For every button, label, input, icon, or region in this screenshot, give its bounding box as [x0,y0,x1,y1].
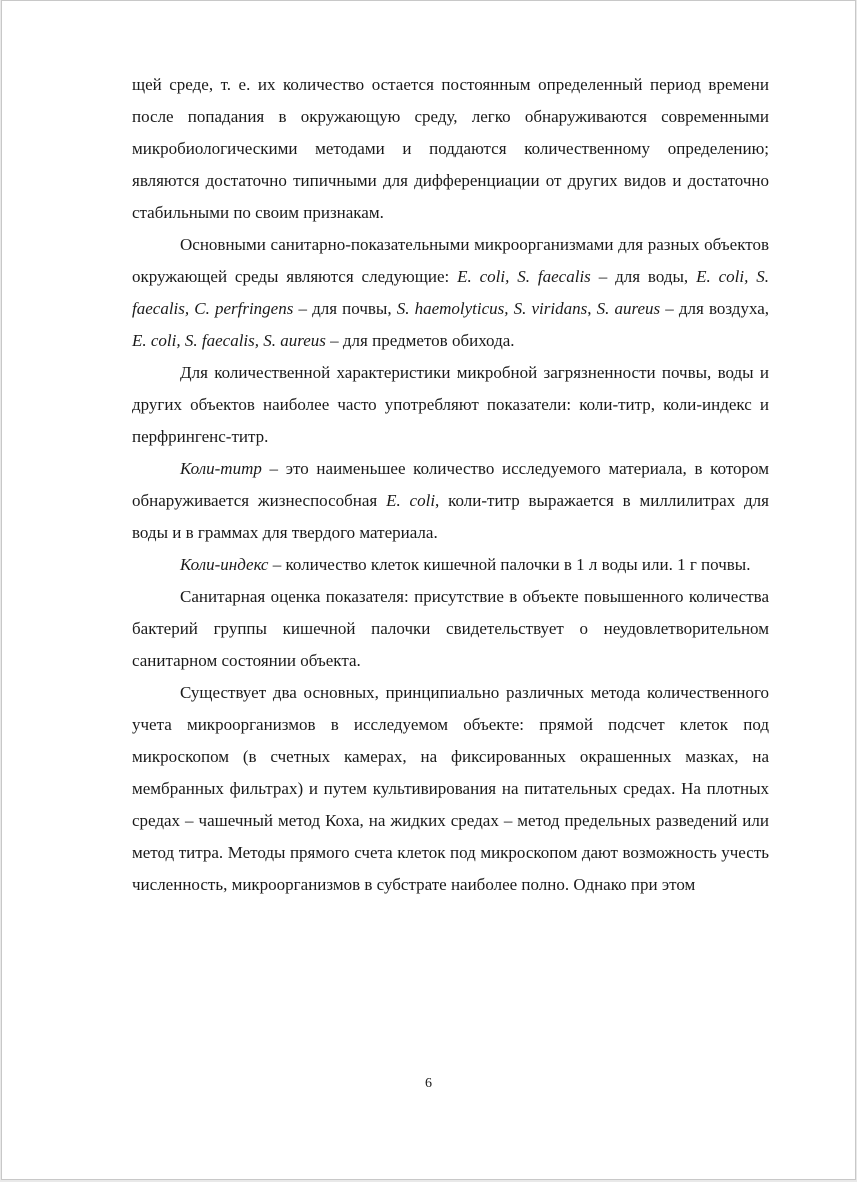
text-run: , [587,299,597,318]
text-run: – для почвы, [293,299,397,318]
page-number: 6 [425,1076,432,1091]
text-run: – это наименьшее количество исследуемого материала, в котором обнаруживается жизнеспособная [132,459,769,510]
italic-term: E. coli, S. faecalis, C. perfringens [132,267,769,318]
text-run: Для количественной характеристики микробной загрязненности почвы, воды и других объектов наиболее часто употребляют показатели: коли-титр, коли-индекс и перфрингенс-титр. [132,363,769,446]
document-body [132,69,769,901]
italic-term: E. coli, S. faecalis, S. aureus [132,331,326,350]
text-run: – количество клеток кишечной палочки в 1 л воды или. 1 г почвы. [268,555,751,574]
italic-term: E. coli, S. faecalis [457,267,591,286]
paragraph [132,357,769,453]
document-page [1,0,856,1180]
paragraph [132,453,769,549]
paragraph [132,677,769,901]
text-run: – для предметов обихода. [325,331,515,350]
text-run: – для воздуха, [660,299,770,318]
text-run: – для воды, [590,267,697,286]
text-run: щей среде, т. е. их количество остается постоянным определенный период времени после попадания в окружающую среду, легко обнаруживаются современными микробиологическими методами и поддаются количественному определению; являются достаточно типичными для дифференциации от других видов и достаточно стабильными по своим признакам. [132,75,769,222]
paragraph [132,549,769,581]
paragraph [132,581,769,677]
italic-term: Коли-индекс [180,555,269,574]
italic-term: Коли-титр [180,459,262,478]
text-run: Санитарная оценка показателя: присутствие в объекте повышенного количества бактерий группы кишечной палочки свидетельствует о неудовлетворительном санитарном состоянии объекта. [132,587,769,670]
text-run: Существует два основных, принципиально различных метода количественного учета микроорганизмов в исследуемом объекте: прямой подсчет клеток под микроскопом (в счетных камерах, на фиксированных окрашенных мазках, на мембранных фильтрах) и путем культивирования на питательных средах. На плотных средах – чашечный метод Коха, на жидких средах – метод предельных разведений или метод титра. Методы прямого счета клеток под микроскопом дают возможность учесть численность, микроорганизмов в субстрате наиболее полно. Однако при этом [132,683,769,894]
paragraph [132,229,769,357]
italic-term: E. coli [386,491,436,510]
italic-term: S. haemolyticus, S. viridans [396,299,588,318]
text-run: Основными санитарно-показательными микроорганизмами для разных объектов окружающей среды являются следующие: [132,235,769,286]
italic-term: S. aureus [596,299,661,318]
paragraph [132,69,769,229]
text-run: , коли-титр выражается в миллилитрах для воды и в граммах для твердого материала. [132,491,769,542]
